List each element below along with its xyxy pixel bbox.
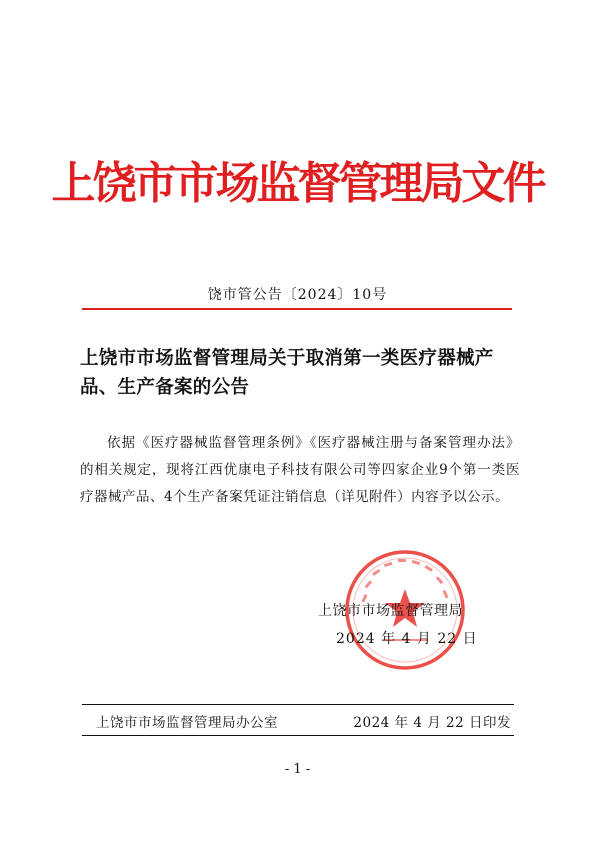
footer-divider-bottom: [82, 735, 514, 736]
notice-title: 上饶市市场监督管理局关于取消第一类医疗器械产品、生产备案的公告: [80, 348, 494, 398]
signature-date: 2024 年 4 月 22 日: [336, 631, 478, 647]
red-divider-line: [82, 308, 512, 310]
notice-body-paragraph: 依据《医疗器械监督管理条例》《医疗器械注册与备案管理办法》的相关规定，现将江西优康电子科技有限公司等四家企业9个第一类医疗器械产品、4个生产备案凭证注销信息（详见附件）内容予以公示。: [80, 435, 520, 505]
footer-issuing-office: 上饶市市场监督管理局办公室: [96, 715, 278, 731]
footer-print-date: 2024 年 4 月 22 日印发: [353, 715, 511, 731]
document-header-title: 上饶市市场监督管理局文件: [51, 158, 544, 209]
signature-organization: 上饶市市场监督管理局: [318, 603, 463, 619]
document-number: 饶市管公告〔2024〕10号: [207, 287, 388, 303]
footer-divider-top: [82, 704, 514, 705]
page-number: - 1 -: [284, 762, 311, 777]
